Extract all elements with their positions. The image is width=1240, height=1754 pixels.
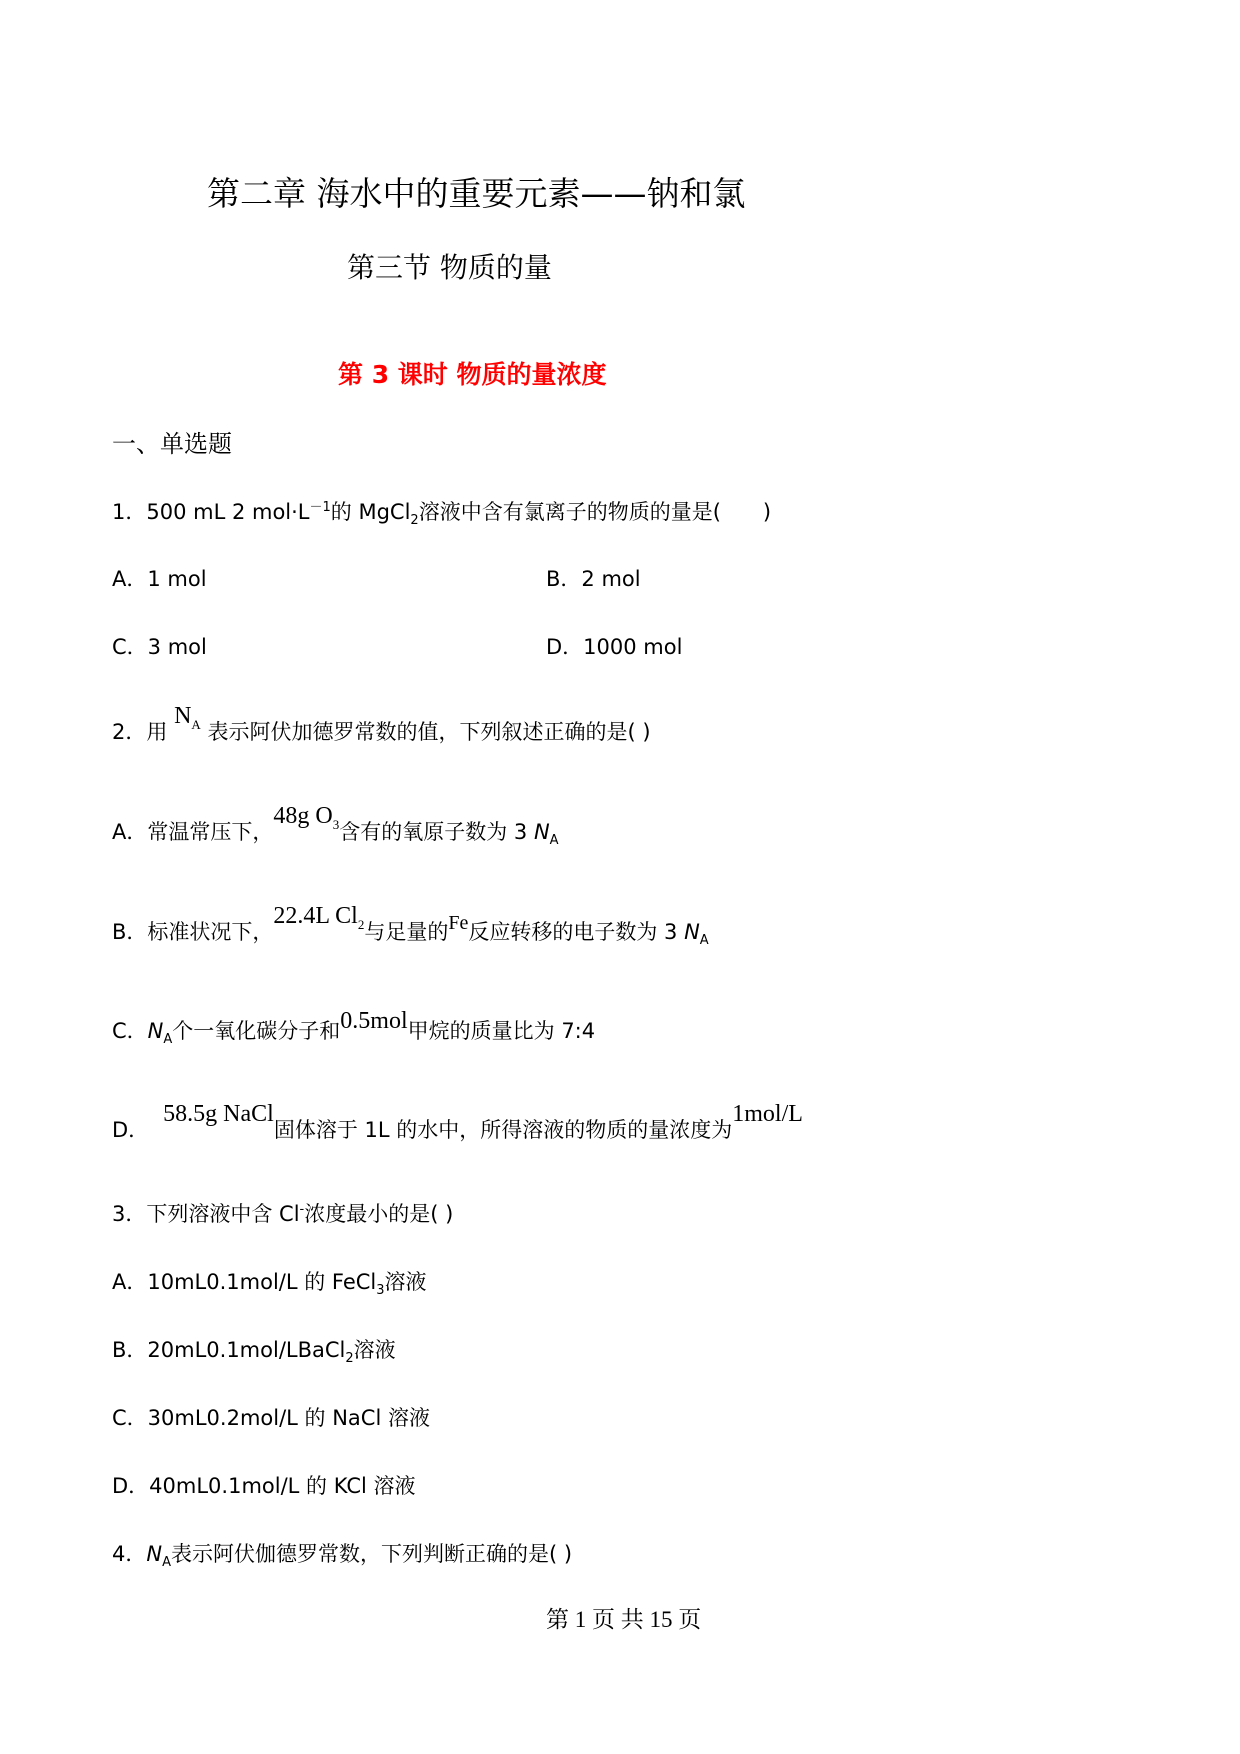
- formula-58-5g-nacl: 58.5g NaCl: [163, 1101, 274, 1127]
- q1-option-a: A．1 mol: [112, 567, 207, 591]
- q1-option-b: B．2 mol: [546, 567, 641, 591]
- q3-option-b: B．20mL0.1mol/LBaCl$_2$溶液: [112, 1338, 396, 1367]
- q1-stem-part: 溶液中含有氯离子的物质的量是( ): [418, 500, 772, 524]
- lesson-title: 第 3 课时 物质的量浓度: [338, 360, 607, 389]
- question-3-stem: 3．下列溶液中含 Cl-浓度最小的是( ): [112, 1202, 454, 1226]
- q2-stem-part: 2．用: [112, 720, 168, 744]
- formula-48g-o3: 48g $O_3$: [273, 803, 340, 832]
- page-footer: 第 1 页 共 15 页: [546, 1607, 702, 1632]
- q1-option-c: C．3 mol: [112, 635, 207, 659]
- question-4-stem: 4．$N_A$表示阿伏伽德罗常数，下列判断正确的是( ): [112, 1542, 573, 1571]
- question-1-stem: [112, 496, 771, 528]
- q3-option-a: A．10mL0.1mol/L 的 FeCl$_3$溶液: [112, 1270, 427, 1299]
- q3-option-d: D．40mL0.1mol/L 的 KCl 溶液: [112, 1474, 416, 1498]
- formula-22-4l-cl2: 22.4L $Cl_2$: [273, 903, 365, 932]
- section-title: 第三节 物质的量: [347, 251, 552, 284]
- na-symbol: $N_A$: [174, 703, 201, 732]
- formula-0-5mol: 0.5mol: [340, 1008, 408, 1034]
- q1-subscript: 2: [410, 513, 419, 529]
- formula-fe: Fe: [448, 912, 469, 934]
- formula-1mol-l: 1mol/L: [732, 1101, 803, 1127]
- q1-superscript: －1: [309, 500, 331, 515]
- q2-option-a: A．常温常压下，48g $O_3$含有的氧原子数为 3 $N_A$: [112, 803, 559, 849]
- q2-option-c: C．$N_A$个一氧化碳分子和0.5mol甲烷的质量比为 7:4: [112, 1008, 596, 1048]
- q1-stem-part: 1．500 mL 2 mol·L: [112, 500, 310, 524]
- q1-stem-part: 的 MgCl: [330, 500, 411, 524]
- chapter-title: 第二章 海水中的重要元素——钠和氯: [207, 174, 746, 213]
- q2-option-d: D．58.5g NaCl固体溶于 1L 的水中，所得溶液的物质的量浓度为1mol/L: [112, 1101, 803, 1142]
- q2-stem-part: 表示阿伏加德罗常数的值，下列叙述正确的是( ): [207, 720, 651, 744]
- question-type-heading: 一、单选题: [112, 430, 232, 458]
- q3-option-c: C．30mL0.2mol/L 的 NaCl 溶液: [112, 1406, 430, 1430]
- q1-option-d: D．1000 mol: [546, 635, 683, 659]
- question-2-stem: [112, 703, 651, 749]
- q2-option-b: B．标准状况下，22.4L $Cl_2$与足量的Fe反应转移的电子数为 3 $N_A$: [112, 903, 709, 949]
